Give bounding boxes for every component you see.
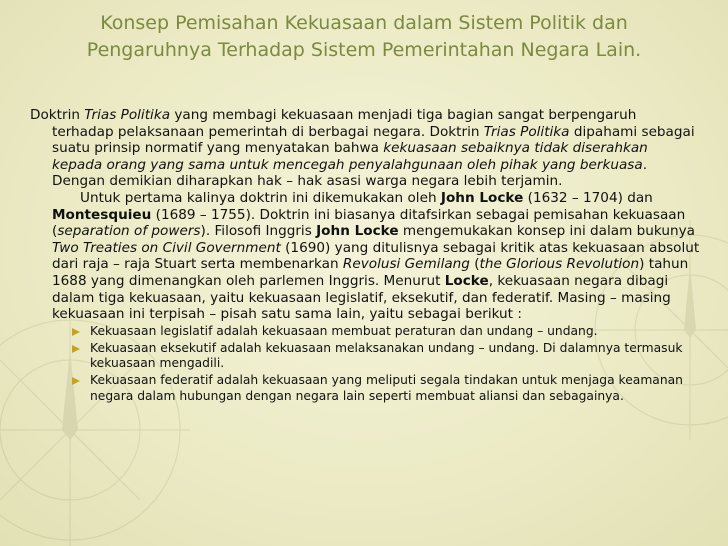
text-run: . Dengan demikian diharapkan hak – hak asasi warga negara lebih terjamin. <box>52 156 648 190</box>
text-run: dipahami sebagai suatu prinsip normatif yang menyatakan bahwa <box>52 123 695 157</box>
name-locke: Locke <box>444 272 489 289</box>
text-run: (1689 – 1755). Doktrin ini biasanya ditafsirkan sebagai pemisahan kekuasaan ( <box>52 206 686 240</box>
power-list <box>30 324 702 404</box>
list-item <box>70 341 702 371</box>
title-line-2: Pengaruhnya Terhadap Sistem Pemerintahan Negara Lain. <box>86 39 642 61</box>
text-run: mengemukakan konsep ini dalam bukunya <box>398 223 695 240</box>
name-john-locke: John Locke <box>316 223 399 240</box>
text-run: yang membagi kekuasaan menjadi tiga bagian sangat berpengaruh terhadap pelaksanaan pemerintah di berbagai negara. Doktrin <box>52 107 637 140</box>
text-run: Doktrin <box>30 107 85 123</box>
list-item <box>70 373 702 403</box>
text-run: ). Filosofi Inggris <box>200 223 317 240</box>
slide-title <box>0 10 728 64</box>
list-item <box>70 324 702 339</box>
term-revolusi-gemilang: Revolusi Gemilang <box>342 256 470 273</box>
paragraph-john-locke <box>30 190 702 323</box>
list-item-text: Kekuasaan federatif adalah kekuasaan yang meliputi segala tindakan untuk menjaga keamanan negara dalam hubungan dengan negara lain seperti membuat aliansi dan sebagainya. <box>90 373 683 403</box>
name-john-locke: John Locke <box>440 189 524 206</box>
text-run: ) tahun 1688 yang dimenangkan oleh parlemen Inggris. Menurut <box>52 256 689 289</box>
term-trias-politika: Trias Politika <box>84 107 171 123</box>
text-run: (1632 – 1704) dan <box>523 189 653 206</box>
text-run: ( <box>469 256 480 273</box>
title-line-1: Konsep Pemisahan Kekuasaan dalam Sistem Politik dan <box>100 12 628 34</box>
list-item-text: Kekuasaan legislatif adalah kekuasaan membuat peraturan dan undang – undang. <box>90 323 598 338</box>
emphasis-principle: kekuasaan sebaiknya tidak diserahkan kepada orang yang sama untuk mencegah penyalahgunaan oleh pihak yang berkuasa <box>52 140 648 173</box>
slide-body <box>30 107 702 406</box>
term-glorious-revolution: the Glorious Revolution <box>479 256 640 273</box>
paragraph-trias-politika <box>30 107 702 190</box>
triangle-bullet-icon <box>72 377 80 385</box>
term-separation-of-powers: separation of powers <box>57 223 201 240</box>
text-run: , kekuasaan negara dibagi dalam tiga kekuasaan, yaitu kekuasaan legislatif, eksekutif, dan federatif. Masing – masing kekuasaan ini terpisah – pisah satu sama lain, yaitu sebagai berikut : <box>52 272 671 323</box>
triangle-bullet-icon <box>72 328 80 336</box>
text-run: Untuk pertama kalinya doktrin ini dikemukakan oleh <box>80 189 441 206</box>
text-run: (1690) yang ditulisnya sebagai kritik atas kekuasaan absolut dari raja – raja Stuart serta membenarkan <box>52 239 700 273</box>
term-trias-politika: Trias Politika <box>483 123 570 140</box>
book-title: Two Treaties on Civil Government <box>52 239 281 256</box>
name-montesquieu: Montesquieu <box>52 206 152 223</box>
list-item-text: Kekuasaan eksekutif adalah kekuasaan melaksanakan undang – undang. Di dalamnya termasuk kekuasaan mengadili. <box>90 340 683 371</box>
triangle-bullet-icon <box>72 345 80 353</box>
